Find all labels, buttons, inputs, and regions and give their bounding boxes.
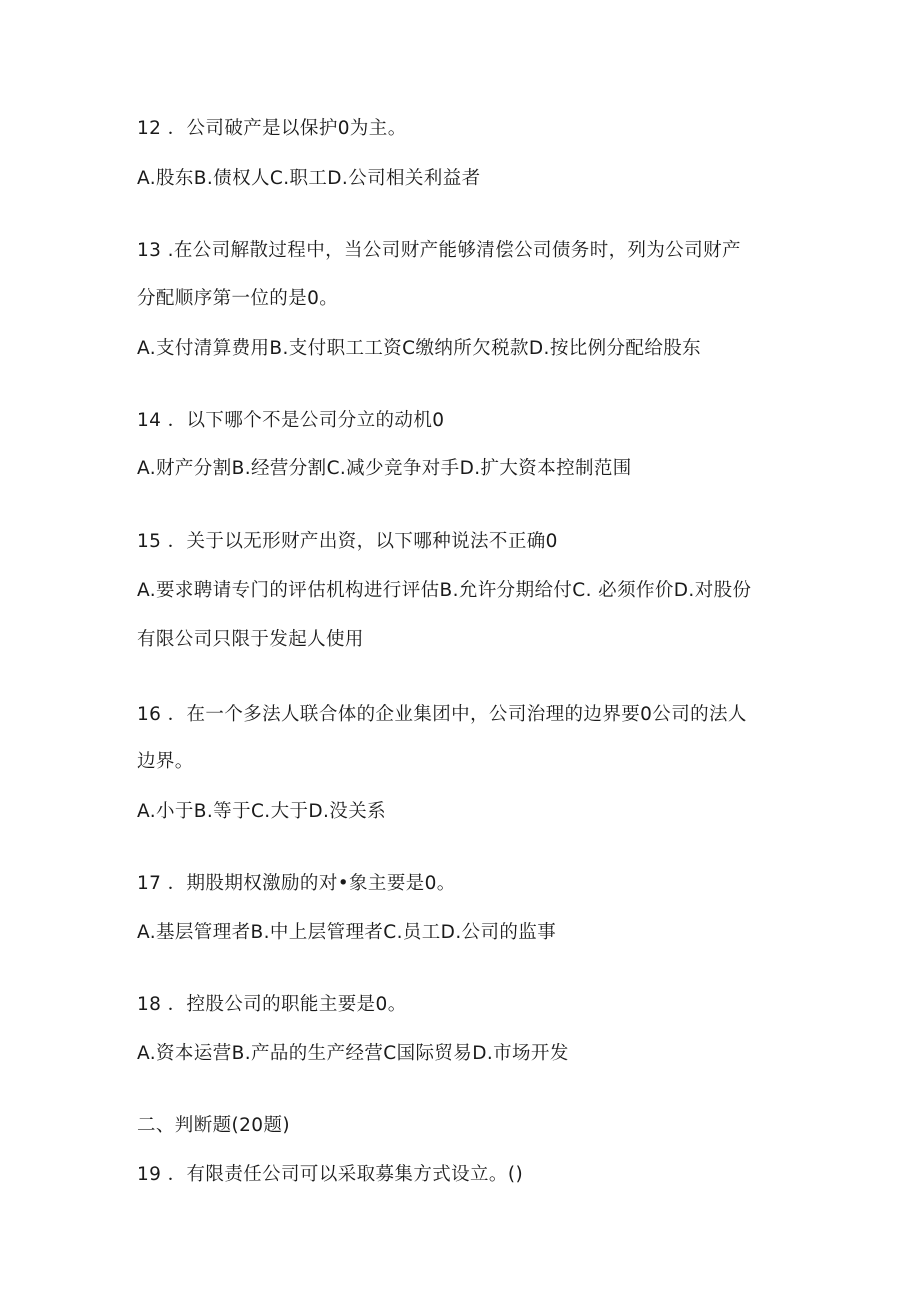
question-16-options: A.小于B.等于C.大于D.没关系 [137, 801, 387, 822]
question-18-stem: 18 ．控股公司的职能主要是0。 [137, 994, 407, 1015]
question-19-stem: 19 ．有限责任公司可以采取募集方式设立。() [137, 1164, 524, 1185]
question-13-stem-line1: 13 .在公司解散过程中，当公司财产能够清偿公司债务时，列为公司财产 [137, 240, 741, 261]
question-17-options: A.基层管理者B.中上层管理者C.员工D.公司的监事 [137, 922, 557, 943]
question-17-stem: 17 ．期股期权激励的对•象主要是0。 [137, 873, 456, 894]
question-13-options: A.支付清算费用B.支付职工工资C缴纳所欠税款D.按比例分配给股东 [137, 338, 702, 359]
question-15-options-line1: A.要求聘请专门的评估机构进行评估B.允许分期给付C. 必须作价D.对股份 [137, 580, 752, 601]
question-14-stem: 14 ．以下哪个不是公司分立的动机0 [137, 410, 445, 431]
question-16-stem-line1: 16 ．在一个多法人联合体的企业集团中，公司治理的边界要0公司的法人 [137, 704, 747, 725]
question-15-options-line2: 有限公司只限于发起人使用 [137, 629, 364, 650]
question-16-stem-line2: 边界。 [137, 751, 194, 772]
question-14-options: A.财产分割B.经营分割C.减少竞争对手D.扩大资本控制范围 [137, 458, 632, 479]
question-13-stem-line2: 分配顺序第一位的是0。 [137, 288, 339, 309]
section-heading: 二、判断题(20题) [137, 1115, 290, 1136]
question-15-stem: 15 ．关于以无形财产出资，以下哪种说法不正确0 [137, 531, 558, 552]
question-12-stem: 12 ．公司破产是以保护0为主。 [137, 118, 407, 139]
question-12-options: A.股东B.债权人C.职工D.公司相关利益者 [137, 168, 481, 189]
question-18-options: A.资本运营B.产品的生产经营C国际贸易D.市场开发 [137, 1043, 569, 1064]
